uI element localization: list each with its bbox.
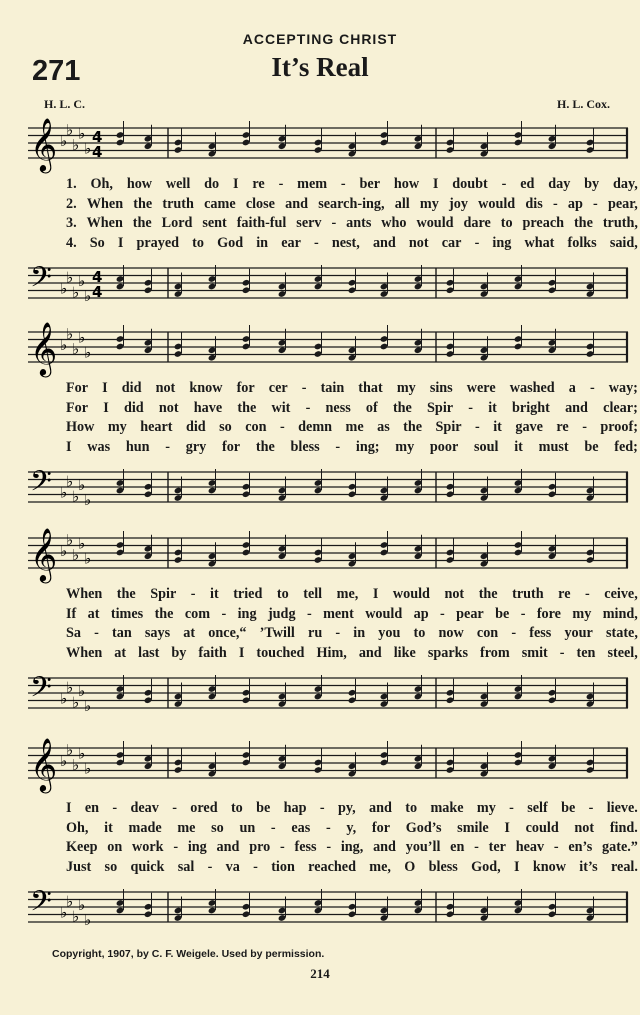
lyric-line: When the Spir - it tried to tell me, I would not the truth re - ceive,: [66, 586, 638, 602]
lyrics-block: [66, 800, 638, 878]
flat-icon: ♭: [60, 336, 68, 354]
lyrics-block: [66, 176, 638, 254]
hymn-title: It’s Real: [271, 52, 369, 82]
hymn-number: 271: [32, 55, 81, 87]
time-signature-top: 4: [92, 128, 103, 146]
page-number: 214: [310, 966, 330, 981]
treble-staff: [28, 528, 628, 588]
treble-staff: [28, 738, 628, 798]
flat-icon: ♭: [72, 339, 80, 358]
bass-staff: [28, 462, 628, 522]
lyric-line: I was hun - gry for the bless - ing; my poor soul it must be fed;: [66, 438, 638, 455]
flat-icon: ♭: [66, 530, 74, 549]
flat-icon: ♭: [60, 279, 68, 298]
bass-clef-icon: 𝄢: [30, 885, 52, 925]
flat-icon: ♭: [84, 759, 92, 778]
lyric-line: For I did not have the wit - ness of the Spir - it bright and clear;: [66, 399, 638, 416]
time-signature-top: 4: [92, 268, 103, 286]
flat-icon: ♭: [84, 911, 92, 929]
time-signature-bottom: 4: [92, 283, 103, 301]
flat-icon: ♭: [84, 697, 92, 715]
flat-icon: ♭: [84, 491, 92, 509]
flat-icon: ♭: [72, 907, 80, 926]
flat-icon: ♭: [66, 268, 74, 287]
flat-icon: ♭: [66, 472, 74, 491]
lyric-line: 2. When the truth came close and search-ing, all my joy would dis - ap - pear,: [66, 195, 638, 212]
treble-clef-icon: 𝄞: [30, 527, 58, 581]
flat-icon: ♭: [72, 283, 80, 302]
bass-staff: [28, 882, 628, 942]
flat-icon: ♭: [60, 542, 68, 560]
music-credit: H. L. Cox.: [556, 97, 610, 111]
lyric-line: 3. When the Lord sent faith-ful serv - ants who would dare to preach the truth,: [66, 215, 638, 231]
bass-staff: [28, 258, 628, 318]
flat-icon: ♭: [60, 689, 68, 708]
flat-icon: ♭: [72, 693, 80, 712]
lyric-line: Keep on work - ing and pro - fess - ing, and you’ll en - ter heav - en’s gate.”: [66, 839, 638, 855]
flat-icon: ♭: [60, 483, 68, 502]
lyric-line: 1. Oh, how well do I re - mem - ber how I doubt - ed day by day,: [66, 176, 638, 192]
bass-clef-icon: 𝄢: [30, 671, 52, 711]
flat-icon: ♭: [78, 124, 86, 143]
lyric-line: Oh, it made me so un - eas - y, for God’s smile I could not find.: [66, 819, 638, 836]
flat-icon: ♭: [84, 549, 92, 568]
bass-clef-icon: 𝄢: [30, 261, 52, 301]
time-signature-bottom: 4: [92, 143, 103, 161]
flat-icon: ♭: [84, 139, 92, 158]
bass-staff: [28, 668, 628, 728]
flat-icon: ♭: [66, 120, 74, 139]
flat-icon: ♭: [78, 328, 86, 347]
flat-icon: ♭: [66, 892, 74, 911]
treble-clef-icon: 𝄞: [30, 737, 58, 791]
words-credit: H. L. C.: [44, 97, 86, 111]
copyright-notice: Copyright, 1907, by C. F. Weigele. Used by permission.: [52, 948, 325, 960]
treble-staff: [28, 118, 628, 178]
lyric-line: How my heart did so con - demn me as the Spir - it gave re - proof;: [66, 419, 638, 435]
flat-icon: ♭: [78, 476, 86, 494]
flat-icon: ♭: [60, 752, 68, 770]
flat-icon: ♭: [78, 534, 86, 553]
flat-icon: ♭: [72, 755, 80, 774]
flat-icon: ♭: [72, 487, 80, 506]
lyrics-block: [66, 586, 638, 664]
lyric-line: When at last by faith I touched Him, and like sparks from smit - ten steel,: [66, 644, 638, 661]
lyric-line: Sa - tan says at once,“ ’Twill ru - in you to now con - fess your state,: [66, 625, 638, 641]
flat-icon: ♭: [66, 678, 74, 697]
flat-icon: ♭: [66, 740, 74, 759]
flat-icon: ♭: [78, 744, 86, 763]
flat-icon: ♭: [60, 132, 68, 150]
treble-staff: [28, 322, 628, 382]
section-heading: ACCEPTING CHRIST: [242, 31, 398, 47]
treble-clef-icon: 𝄞: [30, 117, 58, 171]
lyric-line: 4. So I prayed to God in ear - nest, and not car - ing what folks said,: [66, 234, 638, 251]
flat-icon: ♭: [78, 272, 86, 290]
flat-icon: ♭: [78, 682, 86, 700]
lyric-line: I en - deav - ored to be hap - py, and to make my - self be - lieve.: [66, 800, 638, 816]
flat-icon: ♭: [78, 896, 86, 914]
flat-icon: ♭: [66, 324, 74, 343]
lyric-line: Just so quick sal - va - tion reached me, O bless God, I know it’s real.: [66, 858, 638, 875]
treble-clef-icon: 𝄞: [30, 321, 58, 375]
flat-icon: ♭: [72, 135, 80, 154]
lyric-line: If at times the com - ing judg - ment would ap - pear be - fore my mind,: [66, 605, 638, 622]
bass-clef-icon: 𝄢: [30, 465, 52, 505]
flat-icon: ♭: [84, 343, 92, 362]
lyric-line: For I did not know for cer - tain that my sins were washed a - way;: [66, 380, 638, 396]
flat-icon: ♭: [84, 287, 92, 305]
flat-icon: ♭: [72, 545, 80, 564]
flat-icon: ♭: [60, 903, 68, 922]
lyrics-block: [66, 380, 638, 458]
